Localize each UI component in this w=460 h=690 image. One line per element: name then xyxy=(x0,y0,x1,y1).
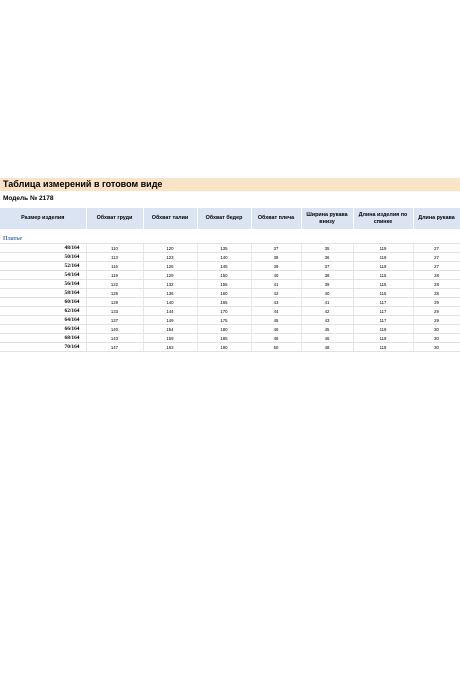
value-cell: 30 xyxy=(413,343,460,352)
value-cell: 115 xyxy=(353,289,413,298)
value-cell: 149 xyxy=(143,316,197,325)
header-row xyxy=(0,208,460,229)
value-cell: 119 xyxy=(353,262,413,271)
value-cell: 180 xyxy=(197,325,251,334)
value-cell: 110 xyxy=(86,244,143,253)
value-cell: 159 xyxy=(143,334,197,343)
value-cell: 126 xyxy=(143,262,197,271)
section-row xyxy=(0,235,460,244)
value-cell: 129 xyxy=(86,298,143,307)
value-cell: 113 xyxy=(86,253,143,262)
size-cell: 64/164 xyxy=(0,316,86,325)
table-title: Таблица измерений в готовом виде xyxy=(0,178,460,191)
value-cell: 38 xyxy=(301,271,353,280)
value-cell: 36 xyxy=(301,253,353,262)
value-cell: 42 xyxy=(251,289,301,298)
table-row xyxy=(0,262,460,271)
value-cell: 43 xyxy=(301,316,353,325)
table-row xyxy=(0,253,460,262)
value-cell: 140 xyxy=(197,253,251,262)
value-cell: 28 xyxy=(413,289,460,298)
value-cell: 119 xyxy=(353,334,413,343)
col-header-shoulder: Обхват плеча xyxy=(251,208,301,229)
col-header-back-length: Длина изделия по спинке xyxy=(353,208,413,229)
value-cell: 29 xyxy=(413,298,460,307)
value-cell: 136 xyxy=(143,289,197,298)
value-cell: 116 xyxy=(86,262,143,271)
value-cell: 37 xyxy=(251,244,301,253)
value-cell: 27 xyxy=(413,262,460,271)
value-cell: 39 xyxy=(251,262,301,271)
value-cell: 160 xyxy=(197,289,251,298)
value-cell: 46 xyxy=(301,334,353,343)
value-cell: 135 xyxy=(197,244,251,253)
value-cell: 119 xyxy=(353,343,413,352)
table-row xyxy=(0,271,460,280)
size-cell: 60/164 xyxy=(0,298,86,307)
value-cell: 40 xyxy=(301,289,353,298)
value-cell: 50 xyxy=(251,343,301,352)
value-cell: 44 xyxy=(251,307,301,316)
value-cell: 117 xyxy=(353,307,413,316)
value-cell: 39 xyxy=(301,280,353,289)
col-header-size: Размер изделия xyxy=(0,208,86,229)
value-cell: 119 xyxy=(353,253,413,262)
value-cell: 144 xyxy=(143,307,197,316)
value-cell: 45 xyxy=(301,325,353,334)
value-cell: 29 xyxy=(413,316,460,325)
size-cell: 58/164 xyxy=(0,289,86,298)
table-row xyxy=(0,289,460,298)
value-cell: 133 xyxy=(86,307,143,316)
col-header-hips: Обхват бедер xyxy=(197,208,251,229)
value-cell: 120 xyxy=(143,244,197,253)
size-cell: 54/164 xyxy=(0,271,86,280)
value-cell: 132 xyxy=(143,280,197,289)
value-cell: 170 xyxy=(197,307,251,316)
table-row xyxy=(0,316,460,325)
value-cell: 150 xyxy=(197,271,251,280)
value-cell: 27 xyxy=(413,253,460,262)
section-label: Платье xyxy=(0,235,460,244)
size-cell: 62/164 xyxy=(0,307,86,316)
size-cell: 48/164 xyxy=(0,244,86,253)
size-cell: 50/164 xyxy=(0,253,86,262)
value-cell: 28 xyxy=(413,271,460,280)
value-cell: 115 xyxy=(353,280,413,289)
value-cell: 43 xyxy=(251,298,301,307)
value-cell: 42 xyxy=(301,307,353,316)
value-cell: 140 xyxy=(86,325,143,334)
table-row xyxy=(0,334,460,343)
value-cell: 185 xyxy=(197,334,251,343)
value-cell: 175 xyxy=(197,316,251,325)
value-cell: 165 xyxy=(197,298,251,307)
table-row xyxy=(0,280,460,289)
table-row xyxy=(0,325,460,334)
value-cell: 137 xyxy=(86,316,143,325)
model-number: Модель № 2178 xyxy=(3,195,54,202)
value-cell: 122 xyxy=(86,280,143,289)
value-cell: 115 xyxy=(353,271,413,280)
value-cell: 46 xyxy=(251,325,301,334)
size-cell: 70/164 xyxy=(0,343,86,352)
table-row xyxy=(0,307,460,316)
value-cell: 119 xyxy=(353,244,413,253)
size-cell: 66/164 xyxy=(0,325,86,334)
value-cell: 147 xyxy=(86,343,143,352)
value-cell: 140 xyxy=(143,298,197,307)
value-cell: 38 xyxy=(251,253,301,262)
value-cell: 30 xyxy=(413,334,460,343)
value-cell: 143 xyxy=(86,334,143,343)
measurement-table xyxy=(0,208,460,352)
value-cell: 48 xyxy=(301,343,353,352)
value-cell: 37 xyxy=(301,262,353,271)
value-cell: 41 xyxy=(251,280,301,289)
col-header-chest: Обхват груди xyxy=(86,208,143,229)
value-cell: 126 xyxy=(86,289,143,298)
size-cell: 52/164 xyxy=(0,262,86,271)
value-cell: 40 xyxy=(251,271,301,280)
table-row xyxy=(0,298,460,307)
value-cell: 41 xyxy=(301,298,353,307)
value-cell: 117 xyxy=(353,298,413,307)
value-cell: 119 xyxy=(353,325,413,334)
value-cell: 155 xyxy=(197,280,251,289)
value-cell: 119 xyxy=(86,271,143,280)
table-row xyxy=(0,343,460,352)
col-header-waist: Обхват талии xyxy=(143,208,197,229)
value-cell: 123 xyxy=(143,253,197,262)
value-cell: 154 xyxy=(143,325,197,334)
value-cell: 163 xyxy=(143,343,197,352)
size-cell: 56/164 xyxy=(0,280,86,289)
value-cell: 48 xyxy=(251,334,301,343)
value-cell: 190 xyxy=(197,343,251,352)
size-cell: 68/164 xyxy=(0,334,86,343)
value-cell: 29 xyxy=(413,307,460,316)
value-cell: 117 xyxy=(353,316,413,325)
value-cell: 27 xyxy=(413,244,460,253)
value-cell: 45 xyxy=(251,316,301,325)
value-cell: 28 xyxy=(413,280,460,289)
value-cell: 145 xyxy=(197,262,251,271)
value-cell: 129 xyxy=(143,271,197,280)
col-header-sleeve-length: Длина рукава xyxy=(413,208,460,229)
table-row xyxy=(0,244,460,253)
value-cell: 35 xyxy=(301,244,353,253)
value-cell: 30 xyxy=(413,325,460,334)
col-header-sleeve-width: Ширина рукава внизу xyxy=(301,208,353,229)
